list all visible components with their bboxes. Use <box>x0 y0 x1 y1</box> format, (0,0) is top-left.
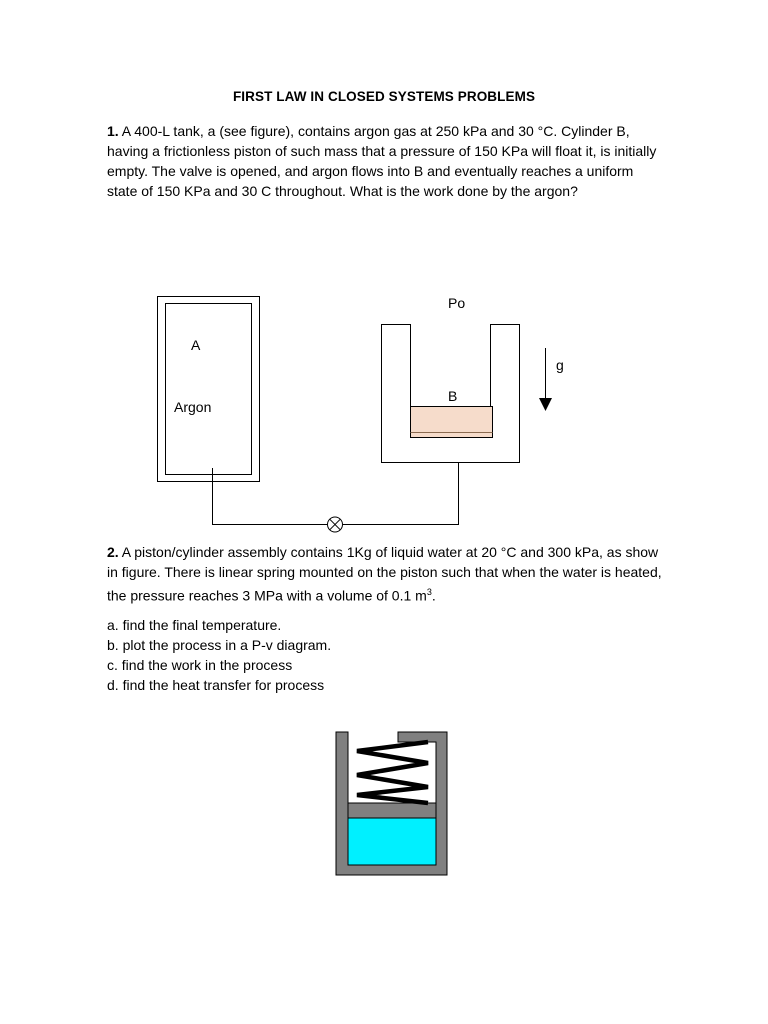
task-item: c. find the work in the process <box>107 657 293 673</box>
problem-2-text: A piston/cylinder assembly contains 1Kg of liquid water at 20 °C and 300 kPa, as show in figure. There is linear spring mounted on the piston such that when the water is heated, the pressure reaches 3 MPa with a volume of 0.1 m <box>107 544 662 604</box>
problem-1-number: 1. <box>107 123 119 139</box>
gravity-label: g <box>556 357 564 373</box>
gravity-arrow-icon <box>539 348 552 411</box>
spring-icon <box>357 742 428 803</box>
cylinder-2 <box>336 732 447 875</box>
water <box>348 818 436 865</box>
task-item: b. plot the process in a P-v diagram. <box>107 637 332 653</box>
problem-2 <box>107 542 667 606</box>
cylinder-b-label: B <box>448 388 458 404</box>
ambient-pressure-label: Po <box>448 295 466 311</box>
tank-inner-wall <box>166 304 252 475</box>
problem-1-text: A 400-L tank, a (see figure), contains argon gas at 250 kPa and 30 °C. Cylinder B, having a frictionless piston of such mass that a pressure of 150 KPa will float it, is initially empty. The valve is opened, and argon flows into B and eventually reaches a uniform state of 150 KPa and 30 C throughout. What is the work done by the argon? <box>107 123 657 199</box>
pipe <box>213 463 459 525</box>
tank-outer-wall <box>158 297 260 482</box>
tank-a <box>158 297 260 482</box>
problem-2-number: 2. <box>107 544 119 560</box>
task-item: a. find the final temperature. <box>107 617 282 633</box>
tank-label: A <box>191 337 201 353</box>
volume-unit-superscript: 3 <box>426 587 432 597</box>
valve-icon <box>328 517 343 532</box>
task-item: d. find the heat transfer for process <box>107 677 325 693</box>
gas-label: Argon <box>174 399 212 415</box>
piston-2 <box>348 803 436 818</box>
problem-2-end: . <box>431 587 436 604</box>
page-title: FIRST LAW IN CLOSED SYSTEMS PROBLEMS <box>232 89 536 104</box>
task-list <box>107 615 607 695</box>
